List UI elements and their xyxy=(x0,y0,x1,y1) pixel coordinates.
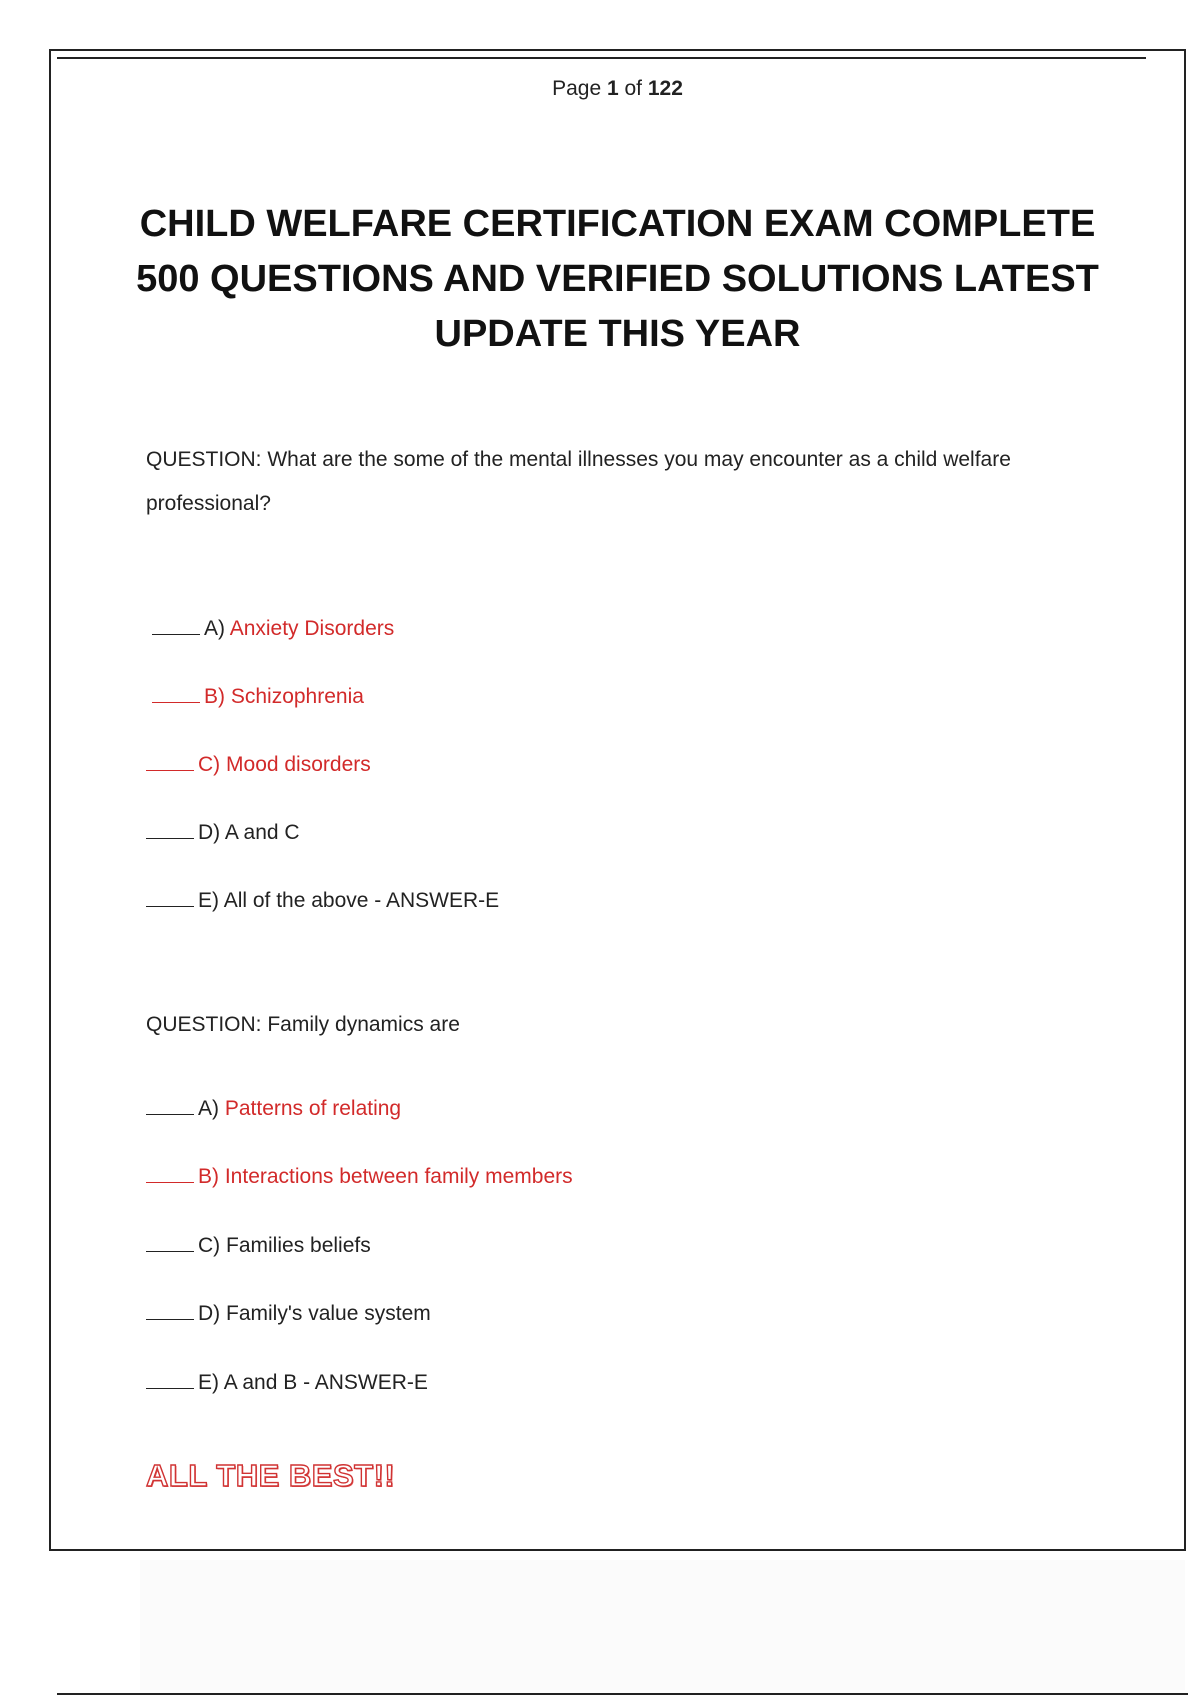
answer-blank xyxy=(146,756,194,771)
page-number xyxy=(51,77,1184,101)
option-text: A and C xyxy=(224,821,300,844)
page-total: 122 xyxy=(647,77,683,100)
option-text: Families beliefs xyxy=(226,1234,371,1257)
next-page-rule xyxy=(57,1693,1188,1695)
page-current: 1 xyxy=(606,77,619,100)
document-title: CHILD WELFARE CERTIFICATION EXAM COMPLETE 500 QUESTIONS AND VERIFIED SOLUTIONS LATEST UPDATE THIS YEAR xyxy=(136,203,1099,355)
answer-blank xyxy=(146,1374,194,1389)
option-letter: B) xyxy=(204,685,225,708)
option-letter: D) xyxy=(198,1302,221,1325)
option-letter: D) xyxy=(198,821,221,844)
option-text: Patterns of relating xyxy=(224,1097,402,1120)
option-letter: A) xyxy=(198,1097,219,1120)
q2-option-c xyxy=(146,1231,371,1261)
answer-blank xyxy=(146,1237,194,1252)
answer-blank xyxy=(146,824,194,839)
option-text: A and B - ANSWER-E xyxy=(223,1371,428,1394)
page-of: of xyxy=(624,77,643,100)
next-page-preview xyxy=(140,1560,1185,1690)
option-letter: E) xyxy=(198,1371,219,1394)
question-2-text: QUESTION: Family dynamics are xyxy=(146,1013,460,1036)
answer-blank xyxy=(152,688,200,703)
answer-blank xyxy=(146,892,194,907)
document-page xyxy=(49,49,1186,1551)
option-text: Interactions between family members xyxy=(224,1165,573,1188)
q1-option-a xyxy=(152,614,394,644)
q1-option-d xyxy=(146,818,300,848)
answer-blank xyxy=(146,1168,194,1183)
q1-option-b xyxy=(152,682,364,712)
option-text: Mood disorders xyxy=(226,753,371,776)
q2-option-b xyxy=(146,1162,573,1192)
q2-option-a xyxy=(146,1094,401,1124)
option-letter: B) xyxy=(198,1165,219,1188)
option-letter: C) xyxy=(198,1234,221,1257)
question-1-text: QUESTION: What are the some of the mental illnesses you may encounter as a child welfare professional? xyxy=(146,448,1011,515)
page-prefix: Page xyxy=(552,77,602,100)
closing-message: ALL THE BEST!! xyxy=(146,1458,396,1493)
q1-option-e xyxy=(146,886,499,916)
option-text: Anxiety Disorders xyxy=(229,617,395,640)
header-rule xyxy=(57,57,1146,59)
q1-option-c xyxy=(146,750,371,780)
option-letter: E) xyxy=(198,889,219,912)
answer-blank xyxy=(152,620,200,635)
q2-option-d xyxy=(146,1299,431,1329)
option-letter: A) xyxy=(204,617,225,640)
answer-blank xyxy=(146,1100,194,1115)
option-text: Family's value system xyxy=(226,1302,431,1325)
answer-blank xyxy=(146,1305,194,1320)
option-letter: C) xyxy=(198,753,221,776)
option-text: All of the above - ANSWER-E xyxy=(223,889,500,912)
q2-option-e xyxy=(146,1368,428,1398)
option-text: Schizophrenia xyxy=(230,685,364,708)
